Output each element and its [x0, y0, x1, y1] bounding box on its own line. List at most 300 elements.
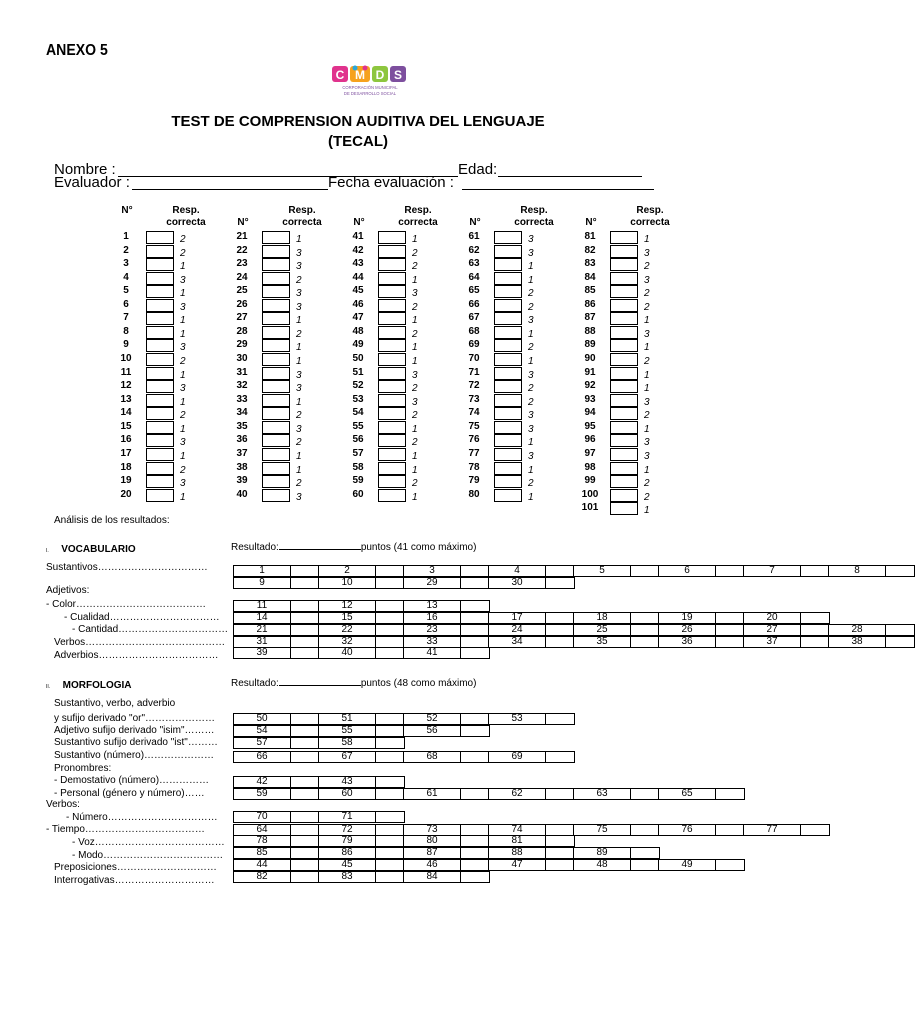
mark-cell[interactable]	[376, 738, 404, 748]
response-box[interactable]	[610, 339, 638, 352]
mark-cell[interactable]	[376, 648, 404, 658]
mark-cell[interactable]	[291, 848, 319, 858]
mark-cell[interactable]	[461, 578, 489, 588]
correct-answer: 3	[296, 423, 302, 435]
response-box[interactable]	[378, 353, 406, 366]
mark-cell[interactable]	[376, 752, 404, 762]
response-box[interactable]	[610, 502, 638, 515]
response-box[interactable]	[262, 489, 290, 502]
mark-cell[interactable]	[291, 726, 319, 736]
response-box[interactable]	[378, 312, 406, 325]
response-box[interactable]	[610, 258, 638, 271]
correct-answer: 1	[528, 464, 534, 476]
item-cell: 32	[319, 637, 376, 647]
item-cell: 18	[574, 613, 631, 623]
item-number: 36	[236, 434, 248, 446]
mark-cell[interactable]	[291, 836, 319, 846]
response-box[interactable]	[610, 231, 638, 244]
mark-cell[interactable]	[461, 648, 489, 658]
mark-cell[interactable]	[376, 860, 404, 870]
response-box[interactable]	[610, 448, 638, 461]
response-box[interactable]	[146, 421, 174, 434]
mark-cell[interactable]	[631, 789, 659, 799]
response-box[interactable]	[378, 448, 406, 461]
mark-cell[interactable]	[291, 578, 319, 588]
item-number: 71	[468, 366, 480, 378]
analysis-label: - Color…………………………………	[46, 599, 207, 610]
correct-answer: 1	[528, 437, 534, 449]
item-cell: 73	[404, 825, 461, 835]
mark-cell[interactable]	[461, 613, 489, 623]
nombre-label: Nombre :	[54, 161, 116, 178]
response-box[interactable]	[494, 448, 522, 461]
mark-cell[interactable]	[546, 566, 574, 576]
response-box[interactable]	[146, 489, 174, 502]
mark-cell[interactable]	[376, 777, 404, 787]
mark-cell[interactable]	[546, 836, 574, 846]
analysis-label: - Voz…………………………………	[72, 837, 225, 848]
mark-cell[interactable]	[376, 578, 404, 588]
item-number: 75	[468, 420, 480, 432]
item-number: 96	[584, 434, 596, 446]
item-number: 14	[120, 407, 132, 419]
response-box[interactable]	[610, 285, 638, 298]
correct-answer: 2	[528, 288, 534, 300]
mark-cell[interactable]	[716, 789, 744, 799]
mark-cell[interactable]	[291, 789, 319, 799]
mark-cell[interactable]	[376, 872, 404, 882]
response-box[interactable]	[494, 299, 522, 312]
response-box[interactable]	[494, 489, 522, 502]
correcta-label: correcta	[166, 217, 206, 228]
col-header-resp	[620, 205, 680, 229]
item-number: 46	[352, 298, 364, 310]
item-number: 10	[120, 353, 132, 365]
response-box[interactable]	[494, 312, 522, 325]
response-box[interactable]	[262, 367, 290, 380]
mark-cell[interactable]	[376, 836, 404, 846]
item-number: 45	[352, 285, 364, 297]
item-number: 15	[120, 420, 132, 432]
item-number: 74	[468, 407, 480, 419]
item-cell: 61	[404, 789, 461, 799]
analysis-label: Adverbios………………………………	[54, 650, 219, 661]
item-cell: 59	[234, 789, 291, 799]
correct-answer: 2	[528, 396, 534, 408]
mark-cell[interactable]	[546, 578, 574, 588]
item-cell: 1	[234, 566, 291, 576]
mark-cell[interactable]	[376, 726, 404, 736]
mark-cell[interactable]	[461, 625, 489, 635]
correct-answer: 1	[180, 288, 186, 300]
item-cell: 36	[659, 637, 716, 647]
response-box[interactable]	[494, 258, 522, 271]
response-box[interactable]	[610, 367, 638, 380]
response-box[interactable]	[146, 245, 174, 258]
mark-cell[interactable]	[461, 566, 489, 576]
response-box[interactable]	[610, 326, 638, 339]
response-box[interactable]	[494, 353, 522, 366]
response-box[interactable]	[378, 339, 406, 352]
correct-answer: 1	[528, 328, 534, 340]
analysis-label: - Personal (género y número)……	[54, 788, 205, 799]
mark-cell[interactable]	[291, 625, 319, 635]
mark-cell[interactable]	[376, 566, 404, 576]
response-box[interactable]	[146, 272, 174, 285]
mark-cell[interactable]	[461, 714, 489, 724]
response-box[interactable]	[146, 394, 174, 407]
response-box[interactable]	[146, 367, 174, 380]
response-box[interactable]	[494, 245, 522, 258]
response-box[interactable]	[378, 421, 406, 434]
mark-cell[interactable]	[291, 738, 319, 748]
response-box[interactable]	[494, 231, 522, 244]
response-box[interactable]	[610, 421, 638, 434]
correct-answer: 1	[180, 315, 186, 327]
correct-answer: 1	[180, 396, 186, 408]
item-number: 95	[584, 420, 596, 432]
response-box[interactable]	[146, 312, 174, 325]
mark-cell[interactable]	[546, 613, 574, 623]
edad-label: Edad:	[458, 161, 498, 178]
mark-cell[interactable]	[546, 752, 574, 762]
correct-answer: 2	[412, 328, 418, 340]
mark-cell[interactable]	[461, 637, 489, 647]
correct-answer: 3	[644, 247, 650, 259]
correct-answer: 2	[412, 301, 418, 313]
item-number: 16	[120, 434, 132, 446]
response-box[interactable]	[378, 272, 406, 285]
response-box[interactable]	[610, 312, 638, 325]
mark-cell[interactable]	[461, 848, 489, 858]
item-cell: 37	[744, 637, 801, 647]
response-box[interactable]	[146, 475, 174, 488]
response-box[interactable]	[378, 299, 406, 312]
response-box[interactable]	[262, 231, 290, 244]
response-box[interactable]	[494, 380, 522, 393]
response-box[interactable]	[494, 394, 522, 407]
correct-answer: 3	[528, 423, 534, 435]
response-box[interactable]	[610, 245, 638, 258]
response-box[interactable]	[494, 367, 522, 380]
mark-cell[interactable]	[291, 825, 319, 835]
mark-cell[interactable]	[801, 637, 829, 647]
correct-answer: 1	[644, 423, 650, 435]
item-cell: 38	[829, 637, 886, 647]
mark-cell[interactable]	[801, 613, 829, 623]
correct-answer: 2	[644, 478, 650, 490]
mark-cell[interactable]	[716, 566, 744, 576]
result-blank[interactable]	[279, 676, 361, 686]
response-box[interactable]	[610, 299, 638, 312]
correct-answer: 2	[296, 478, 302, 490]
mark-cell[interactable]	[716, 860, 744, 870]
response-box[interactable]	[262, 407, 290, 420]
analysis-label: Sustantivo (número)…………………	[54, 750, 215, 761]
item-cell: 88	[489, 848, 546, 858]
correct-answer: 2	[412, 437, 418, 449]
item-number: 77	[468, 447, 480, 459]
item-number: 60	[352, 488, 364, 500]
response-box[interactable]	[610, 272, 638, 285]
item-number: 19	[120, 475, 132, 487]
correct-answer: 1	[644, 369, 650, 381]
item-cell: 23	[404, 625, 461, 635]
mark-cell[interactable]	[546, 825, 574, 835]
response-box[interactable]	[378, 326, 406, 339]
item-cell: 63	[574, 789, 631, 799]
response-box[interactable]	[494, 434, 522, 447]
mark-cell[interactable]	[461, 789, 489, 799]
mark-cell[interactable]	[376, 825, 404, 835]
response-box[interactable]	[494, 339, 522, 352]
mark-cell[interactable]	[801, 566, 829, 576]
response-box[interactable]	[146, 448, 174, 461]
mark-cell[interactable]	[291, 566, 319, 576]
mark-cell[interactable]	[801, 625, 829, 635]
response-box[interactable]	[262, 380, 290, 393]
item-cell: 10	[319, 578, 376, 588]
correct-answer: 1	[296, 315, 302, 327]
response-box[interactable]	[610, 380, 638, 393]
result-blank[interactable]	[279, 540, 361, 550]
item-cell: 31	[234, 637, 291, 647]
item-number: 70	[468, 353, 480, 365]
response-box[interactable]	[262, 434, 290, 447]
response-box[interactable]	[378, 231, 406, 244]
mark-cell[interactable]	[291, 601, 319, 611]
mark-cell[interactable]	[461, 601, 489, 611]
mark-cell[interactable]	[716, 625, 744, 635]
svg-text:M: M	[355, 68, 365, 82]
correct-answer: 2	[528, 301, 534, 313]
mark-cell[interactable]	[291, 637, 319, 647]
item-number: 6	[123, 298, 129, 310]
mark-cell[interactable]	[376, 789, 404, 799]
response-box[interactable]	[146, 407, 174, 420]
item-number: 9	[123, 339, 129, 351]
analysis-label: Sustantivo sufijo derivado "ist"………	[54, 737, 218, 748]
response-box[interactable]	[262, 462, 290, 475]
score-row	[233, 847, 660, 859]
response-box[interactable]	[262, 258, 290, 271]
svg-text:DE DESARROLLO SOCIAL: DE DESARROLLO SOCIAL	[343, 91, 397, 96]
response-box[interactable]	[146, 258, 174, 271]
response-box[interactable]	[262, 353, 290, 366]
response-box[interactable]	[378, 245, 406, 258]
mark-cell[interactable]	[631, 860, 659, 870]
item-cell: 8	[829, 566, 886, 576]
response-box[interactable]	[262, 245, 290, 258]
mark-cell[interactable]	[886, 637, 914, 647]
response-box[interactable]	[378, 475, 406, 488]
evaluador-line[interactable]	[132, 189, 328, 190]
response-box[interactable]	[378, 489, 406, 502]
response-box[interactable]	[262, 394, 290, 407]
item-number: 69	[468, 339, 480, 351]
item-number: 24	[236, 271, 248, 283]
response-box[interactable]	[262, 312, 290, 325]
item-number: 63	[468, 258, 480, 270]
response-box[interactable]	[378, 434, 406, 447]
mark-cell[interactable]	[801, 825, 829, 835]
mark-cell[interactable]	[376, 625, 404, 635]
mark-cell[interactable]	[291, 860, 319, 870]
mark-cell[interactable]	[631, 637, 659, 647]
correct-answer: 1	[412, 356, 418, 368]
response-box[interactable]	[262, 448, 290, 461]
item-number: 78	[468, 461, 480, 473]
mark-cell[interactable]	[291, 714, 319, 724]
response-box[interactable]	[146, 339, 174, 352]
response-box[interactable]	[378, 462, 406, 475]
response-box[interactable]	[610, 475, 638, 488]
correcta-label: correcta	[630, 217, 670, 228]
correct-answer: 2	[296, 274, 302, 286]
response-box[interactable]	[494, 326, 522, 339]
score-row	[233, 600, 490, 612]
response-box[interactable]	[262, 285, 290, 298]
correct-answer: 1	[180, 369, 186, 381]
response-box[interactable]	[494, 272, 522, 285]
mark-cell[interactable]	[631, 825, 659, 835]
response-box[interactable]	[494, 407, 522, 420]
mark-cell[interactable]	[631, 613, 659, 623]
item-number: 72	[468, 380, 480, 392]
mark-cell[interactable]	[631, 848, 659, 858]
mark-cell[interactable]	[291, 752, 319, 762]
analysis-label: - Cantidad……………………………	[72, 624, 229, 635]
edad-line[interactable]	[498, 176, 642, 177]
mark-cell[interactable]	[291, 648, 319, 658]
response-box[interactable]	[610, 489, 638, 502]
item-number: 59	[352, 475, 364, 487]
response-box[interactable]	[610, 462, 638, 475]
mark-cell[interactable]	[631, 566, 659, 576]
mark-cell[interactable]	[376, 812, 404, 822]
response-box[interactable]	[378, 380, 406, 393]
item-cell: 3	[404, 566, 461, 576]
response-box[interactable]	[262, 272, 290, 285]
mark-cell[interactable]	[546, 625, 574, 635]
col-header-n: N°	[121, 205, 133, 216]
response-box[interactable]	[378, 258, 406, 271]
analysis-label: y sufijo derivado "or"…………………	[54, 713, 216, 724]
item-cell: 29	[404, 578, 461, 588]
item-cell: 6	[659, 566, 716, 576]
mark-cell[interactable]	[546, 714, 574, 724]
mark-cell[interactable]	[546, 848, 574, 858]
analysis-label: Adjetivo sufijo derivado "isim"………	[54, 725, 215, 736]
correct-answer: 3	[296, 247, 302, 259]
response-box[interactable]	[146, 299, 174, 312]
response-box[interactable]	[262, 326, 290, 339]
mark-cell[interactable]	[376, 848, 404, 858]
correct-answer: 1	[644, 505, 650, 517]
mark-cell[interactable]	[886, 625, 914, 635]
mark-cell[interactable]	[546, 789, 574, 799]
mark-cell[interactable]	[631, 625, 659, 635]
response-box[interactable]	[494, 421, 522, 434]
response-box[interactable]	[610, 407, 638, 420]
mark-cell[interactable]	[376, 601, 404, 611]
response-box[interactable]	[262, 475, 290, 488]
mark-cell[interactable]	[291, 812, 319, 822]
col-header-n: N°	[469, 217, 481, 228]
response-box[interactable]	[494, 462, 522, 475]
response-box[interactable]	[146, 434, 174, 447]
cmds-logo	[330, 64, 410, 98]
response-box[interactable]	[494, 285, 522, 298]
response-box[interactable]	[146, 326, 174, 339]
correct-answer: 1	[412, 234, 418, 245]
mark-cell[interactable]	[716, 637, 744, 647]
response-box[interactable]	[262, 299, 290, 312]
response-box[interactable]	[146, 353, 174, 366]
response-box[interactable]	[494, 475, 522, 488]
svg-text:D: D	[375, 68, 385, 82]
item-number: 82	[584, 244, 596, 256]
mark-cell[interactable]	[461, 836, 489, 846]
response-box[interactable]	[146, 231, 174, 244]
item-number: 84	[584, 271, 596, 283]
mark-cell[interactable]	[716, 613, 744, 623]
response-box[interactable]	[378, 394, 406, 407]
response-box[interactable]	[610, 394, 638, 407]
response-box[interactable]	[378, 407, 406, 420]
mark-cell[interactable]	[716, 825, 744, 835]
item-cell: 24	[489, 625, 546, 635]
response-box[interactable]	[610, 434, 638, 447]
mark-cell[interactable]	[376, 637, 404, 647]
mark-cell[interactable]	[461, 860, 489, 870]
mark-cell[interactable]	[546, 637, 574, 647]
mark-cell[interactable]	[461, 872, 489, 882]
item-number: 34	[236, 407, 248, 419]
mark-cell[interactable]	[461, 825, 489, 835]
mark-cell[interactable]	[291, 613, 319, 623]
mark-cell[interactable]	[461, 752, 489, 762]
mark-cell[interactable]	[291, 872, 319, 882]
correct-answer: 3	[644, 396, 650, 408]
response-box[interactable]	[610, 353, 638, 366]
analysis-label: Sustantivos……………………………	[46, 562, 208, 573]
mark-cell[interactable]	[291, 777, 319, 787]
section-roman: II.	[46, 684, 51, 690]
response-box[interactable]	[378, 285, 406, 298]
response-box[interactable]	[262, 421, 290, 434]
correct-answer: 3	[412, 288, 418, 300]
mark-cell[interactable]	[461, 726, 489, 736]
item-cell: 49	[659, 860, 716, 870]
response-box[interactable]	[146, 462, 174, 475]
mark-cell[interactable]	[546, 860, 574, 870]
correcta-label: correcta	[282, 217, 322, 228]
fecha-line[interactable]	[462, 189, 654, 190]
response-box[interactable]	[378, 367, 406, 380]
response-box[interactable]	[146, 285, 174, 298]
response-box[interactable]	[262, 339, 290, 352]
mark-cell[interactable]	[376, 613, 404, 623]
mark-cell[interactable]	[886, 566, 914, 576]
item-number: 57	[352, 447, 364, 459]
correct-answer: 1	[644, 234, 650, 245]
score-row	[233, 788, 745, 800]
response-box[interactable]	[146, 380, 174, 393]
item-number: 92	[584, 380, 596, 392]
item-cell: 80	[404, 836, 461, 846]
mark-cell[interactable]	[376, 714, 404, 724]
